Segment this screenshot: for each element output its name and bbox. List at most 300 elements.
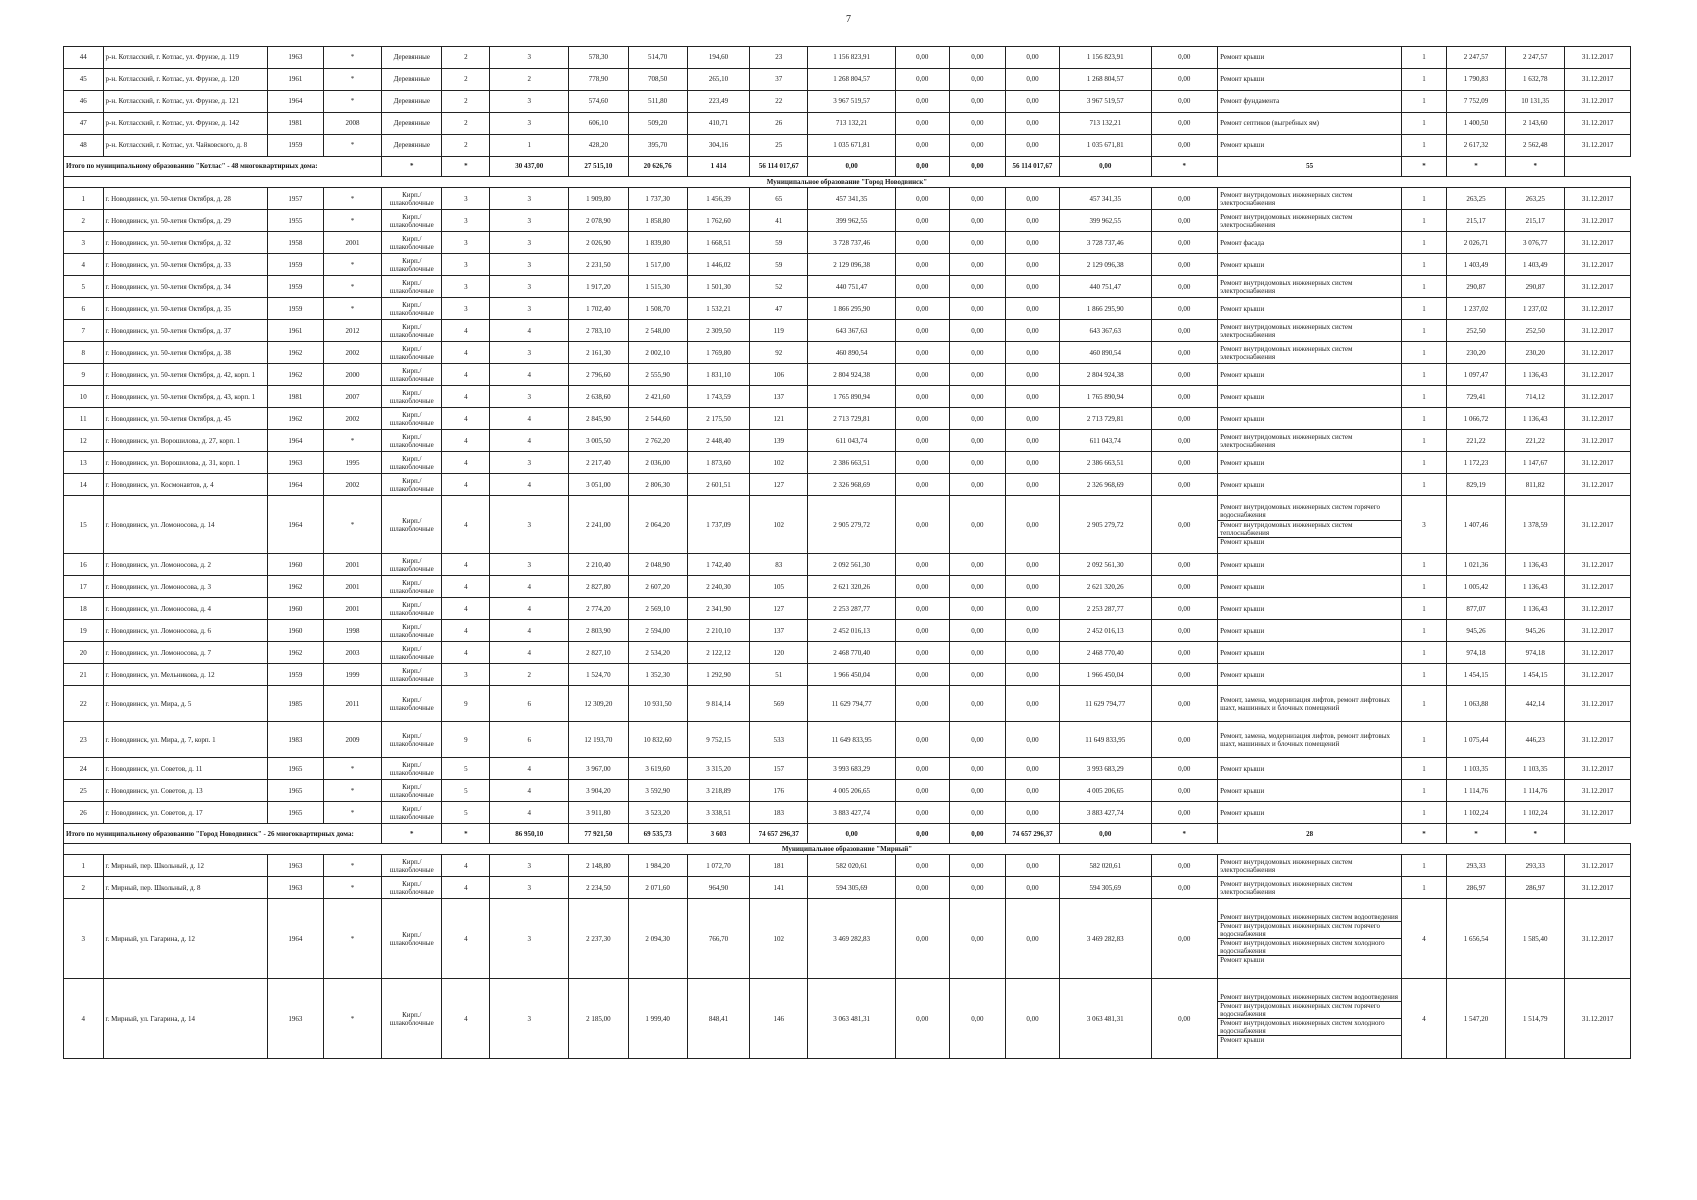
- total-area-cell: 3 051,00: [569, 474, 628, 496]
- deadline-cell: 31.12.2017: [1565, 210, 1631, 232]
- federal-funds-cell: 0,00: [895, 320, 949, 342]
- address-cell: г. Новодвинск, ул. Ломоносова, д. 7: [103, 642, 267, 664]
- other-funds-cell: 0,00: [1151, 188, 1218, 210]
- floors-cell: 4: [442, 474, 490, 496]
- work-type-item: Ремонт внутридомовых инженерных систем электроснабжения: [1220, 190, 1353, 207]
- table-row: [64, 576, 1631, 598]
- work-type-item: Ремонт внутридомовых инженерных систем электроснабжения: [1220, 432, 1353, 449]
- work-count-cell: 1: [1402, 554, 1447, 576]
- deadline-cell: 31.12.2017: [1565, 276, 1631, 298]
- table-row: [64, 664, 1631, 686]
- section-total-row: [64, 157, 1631, 177]
- renovation-year-cell: 2002: [323, 474, 381, 496]
- row-number-cell: 13: [64, 452, 104, 474]
- owner-funds-cell: 3 063 481,31: [1060, 979, 1152, 1059]
- unit-cost-cell: 877,07: [1446, 598, 1505, 620]
- total-cost-cell: 1 966 450,04: [808, 664, 895, 686]
- municipal-funds-cell: 0,00: [1005, 576, 1059, 598]
- deadline-cell: 31.12.2017: [1565, 802, 1631, 824]
- renovation-year-cell: 1998: [323, 620, 381, 642]
- premises-area-cell: 2 002,10: [628, 342, 687, 364]
- address-cell: г. Новодвинск, ул. Ломоносова, д. 14: [103, 496, 267, 554]
- total-area-cell: 3 005,50: [569, 430, 628, 452]
- residents-cell: 25: [750, 135, 808, 157]
- limit-cost-cell: 1 136,43: [1506, 576, 1565, 598]
- regional-funds-cell: 0,00: [949, 722, 1005, 758]
- owner-funds-cell: 3 967 519,57: [1060, 91, 1152, 113]
- work-type-item: Ремонт крыши: [1220, 392, 1265, 401]
- total-cost-cell: 2 129 096,38: [808, 254, 895, 276]
- work-types-cell: [1218, 135, 1402, 157]
- unit-cost-cell: 729,41: [1446, 386, 1505, 408]
- municipal-funds-cell: 0,00: [1005, 802, 1059, 824]
- renovation-year-cell: 2001: [323, 598, 381, 620]
- federal-funds-cell: 0,00: [895, 877, 949, 899]
- total-cost-cell: 2 253 287,77: [808, 598, 895, 620]
- residential-area-cell: 2 341,90: [687, 598, 749, 620]
- premises-area-cell: 3 592,90: [628, 780, 687, 802]
- residents-cell: 102: [750, 452, 808, 474]
- wall-material-cell: Деревянные: [382, 135, 442, 157]
- build-year-cell: 1959: [267, 298, 323, 320]
- total-municipal-cell: 0,00: [949, 824, 1005, 844]
- deadline-cell: 31.12.2017: [1565, 474, 1631, 496]
- work-type-item: Ремонт внутридомовых инженерных систем электроснабжения: [1220, 344, 1353, 361]
- build-year-cell: 1960: [267, 620, 323, 642]
- limit-cost-cell: 230,20: [1506, 342, 1565, 364]
- total-area-cell: 12 309,20: [569, 686, 628, 722]
- unit-cost-cell: 221,22: [1446, 430, 1505, 452]
- table-row: [64, 254, 1631, 276]
- section-title: Муниципальное образование "Мирный": [64, 844, 1631, 855]
- work-count-cell: 1: [1402, 276, 1447, 298]
- work-types-cell: [1218, 430, 1402, 452]
- total-cost-cell: 2 621 320,26: [808, 576, 895, 598]
- renovation-year-cell: 2007: [323, 386, 381, 408]
- regional-funds-cell: 0,00: [949, 276, 1005, 298]
- total-total-area-cell: 86 950,10: [490, 824, 569, 844]
- entrances-cell: 4: [490, 364, 569, 386]
- entrances-cell: 1: [490, 135, 569, 157]
- limit-cost-cell: 1 454,15: [1506, 664, 1565, 686]
- work-count-cell: 1: [1402, 69, 1447, 91]
- other-funds-cell: 0,00: [1151, 899, 1218, 979]
- municipal-funds-cell: 0,00: [1005, 232, 1059, 254]
- other-funds-cell: 0,00: [1151, 598, 1218, 620]
- federal-funds-cell: 0,00: [895, 386, 949, 408]
- work-type-item: Ремонт, замена, модернизация лифтов, ремонт лифтовых шахт, машинных и блочных помещений: [1220, 731, 1391, 748]
- limit-cost-cell: 945,26: [1506, 620, 1565, 642]
- regional-funds-cell: 0,00: [949, 386, 1005, 408]
- address-cell: г. Новодвинск, ул. 50-летия Октября, д. 28: [103, 188, 267, 210]
- residents-cell: 119: [750, 320, 808, 342]
- total-cost-cell: 440 751,47: [808, 276, 895, 298]
- residents-cell: 137: [750, 620, 808, 642]
- work-types-cell: [1218, 554, 1402, 576]
- federal-funds-cell: 0,00: [895, 474, 949, 496]
- entrances-cell: 4: [490, 474, 569, 496]
- wall-material-cell: Кирп./ шлакоблочные: [382, 408, 442, 430]
- floors-cell: 5: [442, 780, 490, 802]
- deadline-cell: 31.12.2017: [1565, 664, 1631, 686]
- regional-funds-cell: 0,00: [949, 554, 1005, 576]
- total-cost-cell: 2 326 968,69: [808, 474, 895, 496]
- address-cell: г. Новодвинск, ул. Ломоносова, д. 4: [103, 598, 267, 620]
- unit-cost-cell: 1 102,24: [1446, 802, 1505, 824]
- limit-cost-cell: 1 403,49: [1506, 254, 1565, 276]
- renovation-year-cell: 2001: [323, 576, 381, 598]
- work-types-cell: [1218, 758, 1402, 780]
- work-type-item: Ремонт крыши: [1220, 141, 1265, 150]
- unit-cost-cell: 230,20: [1446, 342, 1505, 364]
- wall-material-cell: Кирп./ шлакоблочные: [382, 474, 442, 496]
- work-type-item: Ремонт крыши: [1220, 808, 1265, 817]
- total-unit-cost-cell: *: [1402, 157, 1447, 177]
- owner-funds-cell: 1 966 450,04: [1060, 664, 1152, 686]
- federal-funds-cell: 0,00: [895, 452, 949, 474]
- table-row: [64, 802, 1631, 824]
- limit-cost-cell: 1 136,43: [1506, 598, 1565, 620]
- owner-funds-cell: 1 156 823,91: [1060, 47, 1152, 69]
- regional-funds-cell: 0,00: [949, 232, 1005, 254]
- total-federal-cell: 0,00: [808, 157, 895, 177]
- total-deadline-cell: *: [1506, 824, 1565, 844]
- deadline-cell: 31.12.2017: [1565, 598, 1631, 620]
- total-cost-cell: 2 452 016,13: [808, 620, 895, 642]
- table-row: [64, 364, 1631, 386]
- row-number-cell: 21: [64, 664, 104, 686]
- residents-cell: 51: [750, 664, 808, 686]
- section-header-row: [64, 844, 1631, 855]
- limit-cost-cell: 1 585,40: [1506, 899, 1565, 979]
- wall-material-cell: Кирп./ шлакоблочные: [382, 642, 442, 664]
- limit-cost-cell: 221,22: [1506, 430, 1565, 452]
- floors-cell: 3: [442, 298, 490, 320]
- work-type-item: Ремонт крыши: [1220, 53, 1265, 62]
- deadline-cell: 31.12.2017: [1565, 780, 1631, 802]
- municipal-funds-cell: 0,00: [1005, 496, 1059, 554]
- owner-funds-cell: 3 728 737,46: [1060, 232, 1152, 254]
- premises-area-cell: 1 737,30: [628, 188, 687, 210]
- row-number-cell: 8: [64, 342, 104, 364]
- federal-funds-cell: 0,00: [895, 780, 949, 802]
- build-year-cell: 1964: [267, 91, 323, 113]
- build-year-cell: 1958: [267, 232, 323, 254]
- address-cell: г. Новодвинск, ул. Мира, д. 7, корп. 1: [103, 722, 267, 758]
- unit-cost-cell: 1 075,44: [1446, 722, 1505, 758]
- premises-area-cell: 1 999,40: [628, 979, 687, 1059]
- municipal-funds-cell: 0,00: [1005, 91, 1059, 113]
- work-type-item: Ремонт, замена, модернизация лифтов, ремонт лифтовых шахт, машинных и блочных помещений: [1220, 695, 1391, 712]
- residents-cell: 22: [750, 91, 808, 113]
- table-row: [64, 276, 1631, 298]
- work-types-cell: [1218, 188, 1402, 210]
- other-funds-cell: 0,00: [1151, 69, 1218, 91]
- municipal-funds-cell: 0,00: [1005, 386, 1059, 408]
- build-year-cell: 1962: [267, 642, 323, 664]
- wall-material-cell: Кирп./ шлакоблочные: [382, 364, 442, 386]
- entrances-cell: 3: [490, 47, 569, 69]
- owner-funds-cell: 594 305,69: [1060, 877, 1152, 899]
- address-cell: г. Новодвинск, ул. 50-летия Октября, д. 32: [103, 232, 267, 254]
- residential-area-cell: 2 175,50: [687, 408, 749, 430]
- total-cost-cell: 3 728 737,46: [808, 232, 895, 254]
- residents-cell: 183: [750, 802, 808, 824]
- total-premises-area-cell: 77 921,50: [569, 824, 628, 844]
- total-area-cell: 2 241,00: [569, 496, 628, 554]
- work-types-cell: [1218, 780, 1402, 802]
- total-area-cell: 2 231,50: [569, 254, 628, 276]
- owner-funds-cell: 582 020,61: [1060, 855, 1152, 877]
- regional-funds-cell: 0,00: [949, 802, 1005, 824]
- total-cost-cell: 11 649 833,95: [808, 722, 895, 758]
- federal-funds-cell: 0,00: [895, 276, 949, 298]
- work-count-cell: 1: [1402, 386, 1447, 408]
- renovation-year-cell: *: [323, 135, 381, 157]
- residents-cell: 157: [750, 758, 808, 780]
- residents-cell: 106: [750, 364, 808, 386]
- table-row: [64, 386, 1631, 408]
- work-types-cell: [1218, 232, 1402, 254]
- renovation-year-cell: *: [323, 780, 381, 802]
- row-number-cell: 7: [64, 320, 104, 342]
- residential-area-cell: 1 831,10: [687, 364, 749, 386]
- work-type-item: Ремонт внутридомовых инженерных систем электроснабжения: [1220, 879, 1353, 896]
- residents-cell: 65: [750, 188, 808, 210]
- entrances-cell: 3: [490, 254, 569, 276]
- total-premises-area-cell: 27 515,10: [569, 157, 628, 177]
- residential-area-cell: 9 752,15: [687, 722, 749, 758]
- wall-material-cell: Деревянные: [382, 69, 442, 91]
- residential-area-cell: 2 448,40: [687, 430, 749, 452]
- premises-area-cell: 2 544,60: [628, 408, 687, 430]
- work-type-item: Ремонт крыши: [1220, 560, 1265, 569]
- wall-material-cell: Кирп./ шлакоблочные: [382, 758, 442, 780]
- work-types-cell: [1218, 722, 1402, 758]
- other-funds-cell: 0,00: [1151, 576, 1218, 598]
- work-count-cell: 1: [1402, 780, 1447, 802]
- entrances-cell: 4: [490, 408, 569, 430]
- federal-funds-cell: 0,00: [895, 598, 949, 620]
- wall-material-cell: Кирп./ шлакоблочные: [382, 496, 442, 554]
- address-cell: г. Мирный, ул. Гагарина, д. 14: [103, 979, 267, 1059]
- register-body: [64, 47, 1631, 1059]
- address-cell: г. Новодвинск, ул. Мельникова, д. 12: [103, 664, 267, 686]
- residents-cell: 127: [750, 598, 808, 620]
- total-cost-cell: 3 993 683,29: [808, 758, 895, 780]
- limit-cost-cell: 714,12: [1506, 386, 1565, 408]
- renovation-year-cell: *: [323, 47, 381, 69]
- build-year-cell: 1962: [267, 408, 323, 430]
- total-cost-cell: 1 765 890,94: [808, 386, 895, 408]
- premises-area-cell: 1 858,80: [628, 210, 687, 232]
- work-type-item: Ремонт крыши: [1220, 260, 1265, 269]
- work-count-cell: 1: [1402, 598, 1447, 620]
- deadline-cell: 31.12.2017: [1565, 408, 1631, 430]
- residents-cell: 26: [750, 113, 808, 135]
- regional-funds-cell: 0,00: [949, 642, 1005, 664]
- other-funds-cell: 0,00: [1151, 276, 1218, 298]
- municipal-funds-cell: 0,00: [1005, 722, 1059, 758]
- renovation-year-cell: 2002: [323, 408, 381, 430]
- unit-cost-cell: 1 407,46: [1446, 496, 1505, 554]
- row-number-cell: 26: [64, 802, 104, 824]
- build-year-cell: 1965: [267, 758, 323, 780]
- build-year-cell: 1962: [267, 364, 323, 386]
- work-count-cell: 1: [1402, 758, 1447, 780]
- renovation-year-cell: *: [323, 430, 381, 452]
- table-row: [64, 47, 1631, 69]
- floors-cell: 4: [442, 620, 490, 642]
- floors-cell: 2: [442, 135, 490, 157]
- deadline-cell: 31.12.2017: [1565, 69, 1631, 91]
- limit-cost-cell: 2 247,57: [1506, 47, 1565, 69]
- floors-cell: 3: [442, 664, 490, 686]
- total-area-cell: 3 904,20: [569, 780, 628, 802]
- residential-area-cell: 2 601,51: [687, 474, 749, 496]
- total-area-cell: 1 524,70: [569, 664, 628, 686]
- total-regional-cell: 0,00: [895, 824, 949, 844]
- renovation-year-cell: *: [323, 69, 381, 91]
- total-cost-cell: 11 629 794,77: [808, 686, 895, 722]
- residential-area-cell: 265,10: [687, 69, 749, 91]
- table-row: [64, 474, 1631, 496]
- municipal-funds-cell: 0,00: [1005, 686, 1059, 722]
- municipal-funds-cell: 0,00: [1005, 979, 1059, 1059]
- premises-area-cell: 514,70: [628, 47, 687, 69]
- unit-cost-cell: 1 114,76: [1446, 780, 1505, 802]
- limit-cost-cell: 1 237,02: [1506, 298, 1565, 320]
- work-type-item: Ремонт крыши: [1220, 414, 1265, 423]
- work-types-cell: [1218, 210, 1402, 232]
- owner-funds-cell: 11 649 833,95: [1060, 722, 1152, 758]
- build-year-cell: 1963: [267, 877, 323, 899]
- table-row: [64, 408, 1631, 430]
- work-types-cell: [1218, 877, 1402, 899]
- regional-funds-cell: 0,00: [949, 780, 1005, 802]
- unit-cost-cell: 2 026,71: [1446, 232, 1505, 254]
- regional-funds-cell: 0,00: [949, 899, 1005, 979]
- table-row: [64, 686, 1631, 722]
- address-cell: г. Новодвинск, ул. 50-летия Октября, д. 45: [103, 408, 267, 430]
- total-area-cell: 606,10: [569, 113, 628, 135]
- table-row: [64, 758, 1631, 780]
- owner-funds-cell: 2 905 279,72: [1060, 496, 1152, 554]
- residential-area-cell: 1 742,40: [687, 554, 749, 576]
- row-number-cell: 3: [64, 232, 104, 254]
- owner-funds-cell: 1 268 804,57: [1060, 69, 1152, 91]
- regional-funds-cell: 0,00: [949, 135, 1005, 157]
- work-types-cell: [1218, 664, 1402, 686]
- owner-funds-cell: 2 621 320,26: [1060, 576, 1152, 598]
- total-cost-sum-cell: 74 657 296,37: [750, 824, 808, 844]
- premises-area-cell: 2 036,00: [628, 452, 687, 474]
- address-cell: р-н. Котласский, г. Котлас, ул. Фрунзе, д. 142: [103, 113, 267, 135]
- entrances-cell: 3: [490, 342, 569, 364]
- federal-funds-cell: 0,00: [895, 408, 949, 430]
- federal-funds-cell: 0,00: [895, 135, 949, 157]
- total-area-cell: 2 827,80: [569, 576, 628, 598]
- floors-cell: 4: [442, 598, 490, 620]
- premises-area-cell: 511,80: [628, 91, 687, 113]
- total-label: Итого по муниципальному образованию "Город Новодвинск" - 26 многоквартирных дома:: [64, 824, 382, 844]
- address-cell: г. Новодвинск, ул. Советов, д. 13: [103, 780, 267, 802]
- entrances-cell: 4: [490, 576, 569, 598]
- deadline-cell: 31.12.2017: [1565, 342, 1631, 364]
- entrances-cell: 6: [490, 722, 569, 758]
- deadline-cell: 31.12.2017: [1565, 47, 1631, 69]
- entrances-cell: 3: [490, 452, 569, 474]
- row-number-cell: 12: [64, 430, 104, 452]
- entrances-cell: 2: [490, 664, 569, 686]
- federal-funds-cell: 0,00: [895, 686, 949, 722]
- owner-funds-cell: 2 804 924,38: [1060, 364, 1152, 386]
- federal-funds-cell: 0,00: [895, 298, 949, 320]
- federal-funds-cell: 0,00: [895, 899, 949, 979]
- total-cost-cell: 2 804 924,38: [808, 364, 895, 386]
- build-year-cell: 1961: [267, 320, 323, 342]
- renovation-year-cell: 2002: [323, 342, 381, 364]
- federal-funds-cell: 0,00: [895, 722, 949, 758]
- total-area-cell: 428,20: [569, 135, 628, 157]
- residential-area-cell: 2 309,50: [687, 320, 749, 342]
- address-cell: г. Мирный, ул. Гагарина, д. 12: [103, 899, 267, 979]
- limit-cost-cell: 1 147,67: [1506, 452, 1565, 474]
- wall-material-cell: Кирп./ шлакоблочные: [382, 664, 442, 686]
- total-area-cell: 574,60: [569, 91, 628, 113]
- regional-funds-cell: 0,00: [949, 877, 1005, 899]
- unit-cost-cell: 7 752,09: [1446, 91, 1505, 113]
- residents-cell: 146: [750, 979, 808, 1059]
- other-funds-cell: 0,00: [1151, 855, 1218, 877]
- residents-cell: 37: [750, 69, 808, 91]
- other-funds-cell: 0,00: [1151, 554, 1218, 576]
- premises-area-cell: 10 931,50: [628, 686, 687, 722]
- regional-funds-cell: 0,00: [949, 254, 1005, 276]
- other-funds-cell: 0,00: [1151, 979, 1218, 1059]
- premises-area-cell: 3 523,20: [628, 802, 687, 824]
- work-type-item: Ремонт крыши: [1220, 626, 1265, 635]
- work-count-cell: 1: [1402, 452, 1447, 474]
- regional-funds-cell: 0,00: [949, 364, 1005, 386]
- deadline-cell: 31.12.2017: [1565, 254, 1631, 276]
- row-number-cell: 6: [64, 298, 104, 320]
- limit-cost-cell: 1 136,43: [1506, 364, 1565, 386]
- other-funds-cell: 0,00: [1151, 113, 1218, 135]
- floors-cell: 9: [442, 722, 490, 758]
- total-area-cell: 2 185,00: [569, 979, 628, 1059]
- total-area-cell: 2 210,40: [569, 554, 628, 576]
- residents-cell: 41: [750, 210, 808, 232]
- municipal-funds-cell: 0,00: [1005, 430, 1059, 452]
- regional-funds-cell: 0,00: [949, 69, 1005, 91]
- unit-cost-cell: 1 066,72: [1446, 408, 1505, 430]
- address-cell: г. Новодвинск, ул. Ломоносова, д. 2: [103, 554, 267, 576]
- federal-funds-cell: 0,00: [895, 855, 949, 877]
- renovation-year-cell: *: [323, 298, 381, 320]
- renovation-year-cell: *: [323, 188, 381, 210]
- wall-material-cell: Кирп./ шлакоблочные: [382, 210, 442, 232]
- residential-area-cell: 1 446,02: [687, 254, 749, 276]
- total-area-cell: 12 193,70: [569, 722, 628, 758]
- other-funds-cell: 0,00: [1151, 664, 1218, 686]
- premises-area-cell: 3 619,60: [628, 758, 687, 780]
- table-row: [64, 210, 1631, 232]
- unit-cost-cell: 2 247,57: [1446, 47, 1505, 69]
- total-cost-cell: 582 020,61: [808, 855, 895, 877]
- premises-area-cell: 2 064,20: [628, 496, 687, 554]
- total-cost-cell: 2 713 729,81: [808, 408, 895, 430]
